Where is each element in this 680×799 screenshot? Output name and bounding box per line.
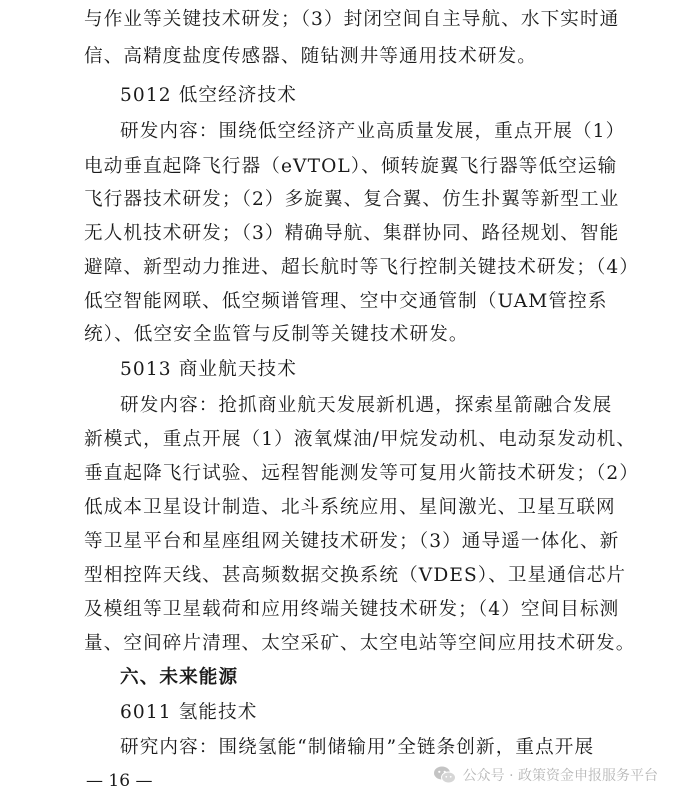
body-text-line: 及模组等卫星载荷和应用终端关键技术研发；（4）空间目标测 [84,599,620,620]
body-text-line: 统）、低空安全监管与反制等关键技术研发。 [84,324,469,345]
watermark-text: 公众号 · 政策资金申报服务平台 [462,768,658,784]
body-text-line: 电动垂直起降飞行器（eVTOL）、倾转旋翼飞行器等低空运输 [84,156,618,177]
section-heading-5012: 5012 低空经济技术 [120,85,297,106]
section-heading-5013: 5013 商业航天技术 [120,359,297,380]
body-text-line: 信、高精度盐度传感器、随钻测井等通用技术研发。 [84,46,537,67]
section-heading-6011: 6011 氢能技术 [120,702,258,723]
body-text-line: 新模式，重点开展（1）液氧煤油/甲烷发动机、电动泵发动机、 [84,429,637,450]
wechat-icon [433,765,457,785]
watermark [433,762,658,788]
body-text-line: 垂直起降飞行试验、远程智能测发等可复用火箭技术研发；（2） [84,463,640,484]
body-text-line: 飞行器技术研发；（2）多旋翼、复合翼、仿生扑翼等新型工业 [84,189,620,210]
body-text-line: 研究内容：围绕氢能“制储输用”全链条创新，重点开展 [120,737,595,758]
body-text-line: 量、空间碎片清理、太空采矿、太空电站等空间应用技术研发。 [84,633,636,654]
body-text-line: 型相控阵天线、甚高频数据交换系统（VDES）、卫星通信芯片 [84,565,627,586]
body-text-line: 等卫星平台和星座组网关键技术研发；（3）通导遥一体化、新 [84,531,620,552]
chapter-heading: 六、未来能源 [120,667,239,688]
body-text-line: 研发内容：围绕低空经济产业高质量发展，重点开展（1） [120,121,626,142]
body-text-line: 低成本卫星设计制造、北斗系统应用、星间激光、卫星互联网 [84,497,616,518]
body-text-line: 研发内容：抢抓商业航天发展新机遇，探索星箭融合发展 [120,395,613,416]
body-text-line: 与作业等关键技术研发；（3）封闭空间自主导航、水下实时通 [84,9,620,30]
page-number: — 16 — [86,771,153,791]
body-text-line: 避障、新型动力推进、超长航时等飞行控制关键技术研发；（4） [84,257,640,278]
body-text-line: 无人机技术研发；（3）精确导航、集群协同、路径规划、智能 [84,223,620,244]
body-text-line: 低空智能网联、低空频谱管理、空中交通管制（UAM管控系 [84,291,608,312]
